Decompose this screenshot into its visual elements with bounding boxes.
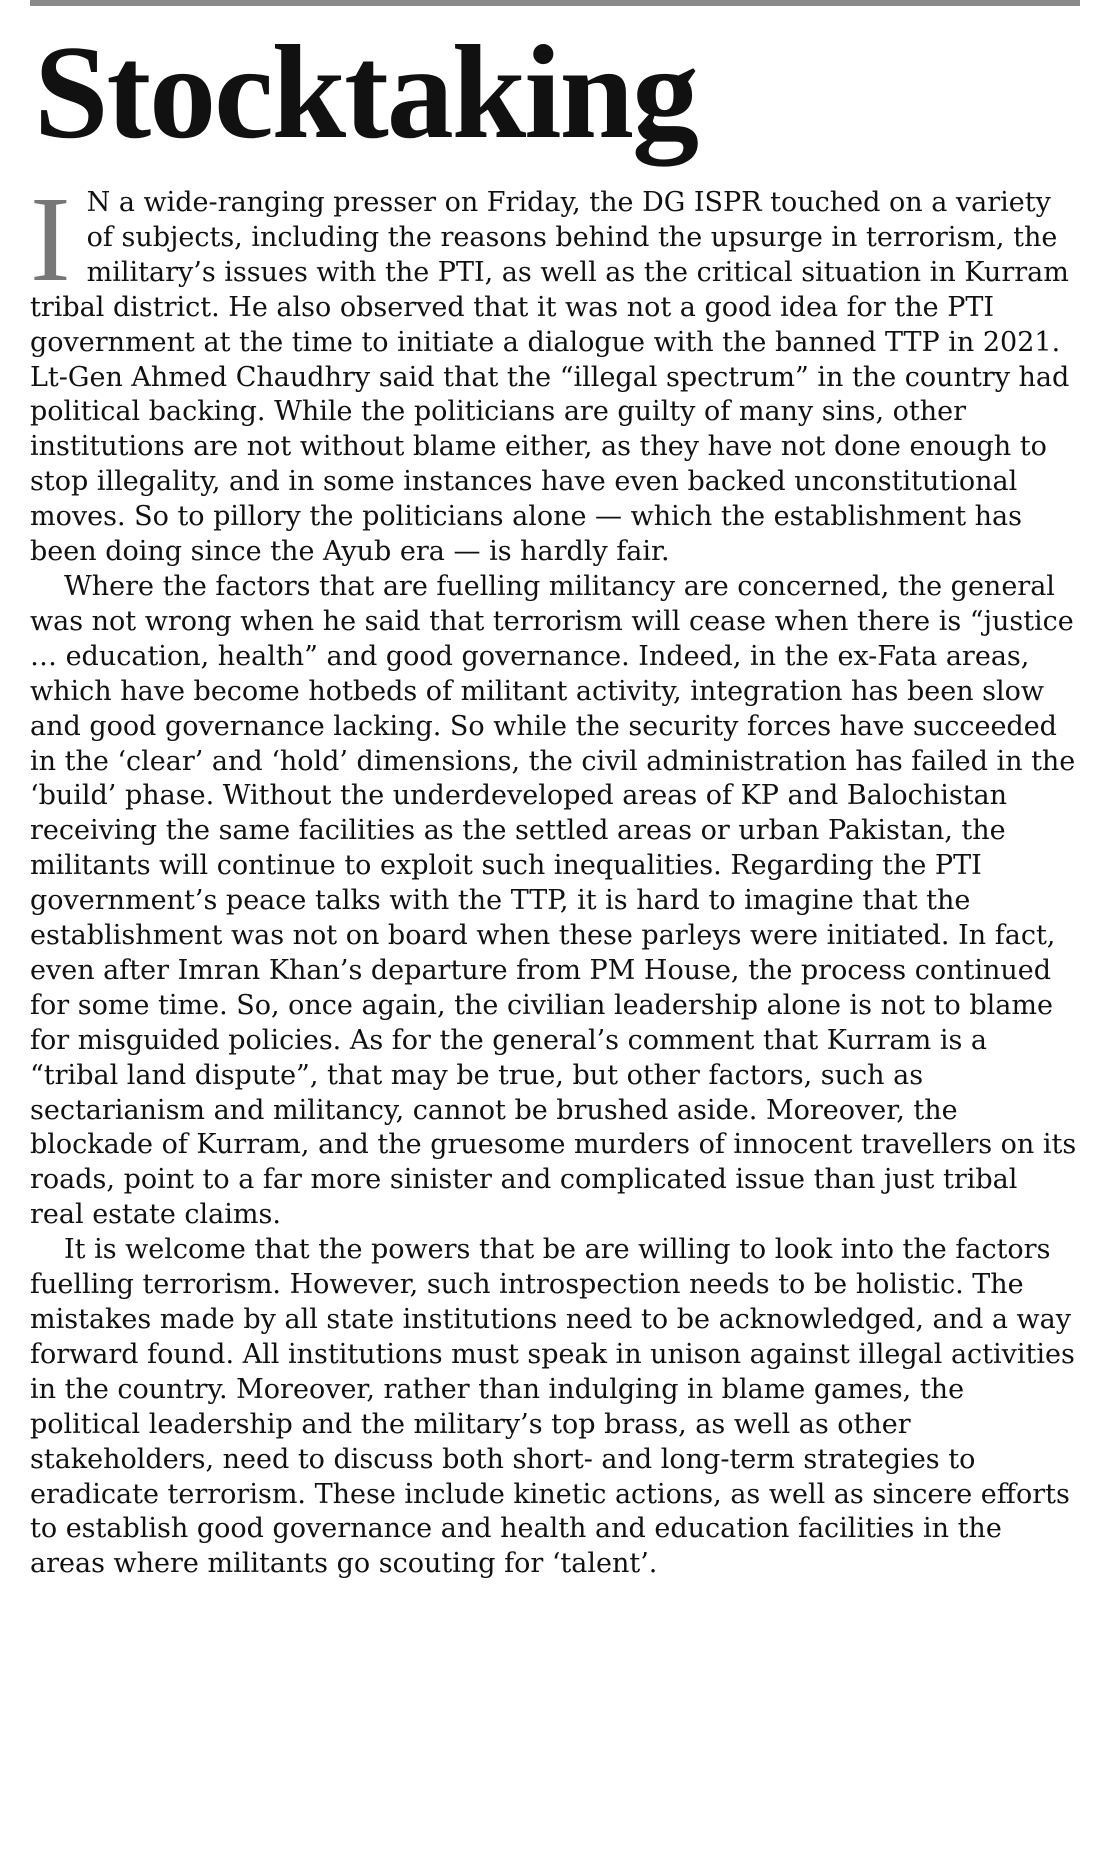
paragraph-1 — [30, 172, 1078, 570]
paragraph-1-text: N a wide-ranging presser on Friday, the DG ISPR touched on a variety of subjects, including the reasons behind the upsurge in terrorism, the military’s issues with the PTI, as well as the critical situation in Kurram tribal district. He also observed that it was not a good idea for the PTI government at the time to initiate a dialogue with the banned TTP in 2021. Lt-Gen Ahmed Chaudhry said that the “illegal spectrum” in the country had political backing. While the politicians are guilty of many sins, other institutions are not without blame either, as they have not done enough to stop illegality, and in some instances have even backed unconstitutional moves. So to pillory the politicians alone — which the establishment has been doing since the Ayub era — is hardly fair. — [30, 187, 1070, 568]
drop-cap: I — [30, 172, 71, 307]
article-body — [30, 172, 1078, 1582]
headline: Stocktaking — [34, 18, 698, 166]
top-rule — [30, 0, 1080, 6]
paragraph-3: It is welcome that the powers that be are willing to look into the factors fuelling terrorism. However, such introspection needs to be holistic. The mistakes made by all state institutions need to be acknowledged, and a way forward found. All institutions must speak in unison against illegal activities in the country. Moreover, rather than indulging in blame games, the political leadership and the military’s top brass, as well as other stakeholders, need to discuss both short- and long-term strategies to eradicate terrorism. These include kinetic actions, as well as sincere efforts to establish good governance and health and education facilities in the areas where militants go scouting for ‘talent’. — [30, 1234, 1075, 1580]
paragraph-2: Where the factors that are fuelling militancy are concerned, the general was not wrong when he said that terrorism will cease when there is “justice … education, health” and good governance. Indeed, in the ex-Fata areas, which have become hotbeds of militant activity, integration has been slow and good governance lacking. So while the security forces have succeeded in the ‘clear’ and ‘hold’ dimensions, the civil administration has failed in the ‘build’ phase. Without the underdeveloped areas of KP and Balochistan receiving the same facilities as the settled areas or urban Pakistan, the militants will continue to exploit such inequalities. Regarding the PTI government’s peace talks with the TTP, it is hard to imagine that the establishment was not on board when these parleys were initiated. In fact, even after Imran Khan’s departure from PM House, the process continued for some time. So, once again, the civilian leadership alone is not to blame for misguided policies. As for the general’s comment that Kurram is a “tribal land dispute”, that may be true, but other factors, such as sectarianism and militancy, cannot be brushed aside. Moreover, the blockade of Kurram, and the gruesome murders of innocent travellers on its roads, point to a far more sinister and complicated issue than just tribal real estate claims. — [30, 570, 1077, 1231]
